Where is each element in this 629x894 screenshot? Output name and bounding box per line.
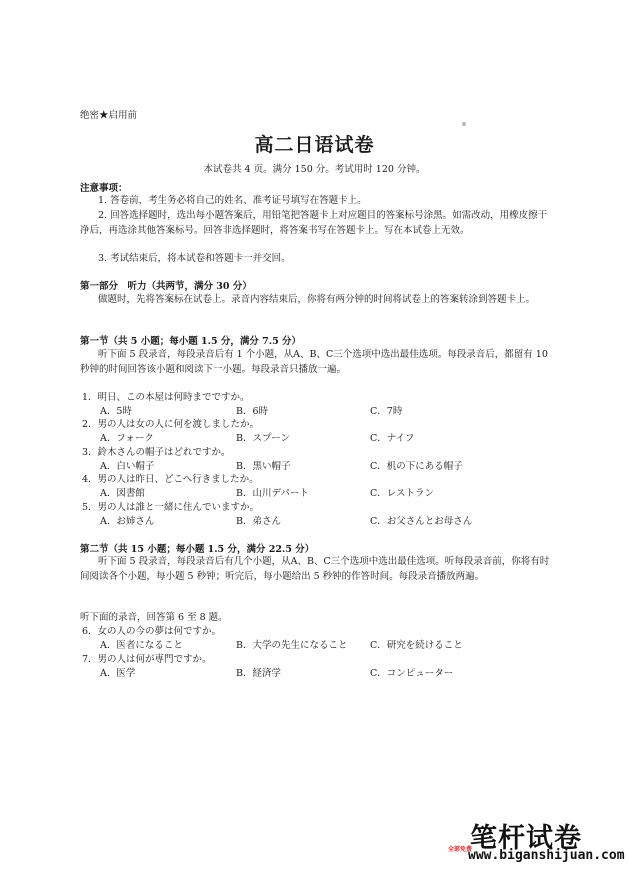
group-instruction: 听下面的录音，回答第 6 至 8 题。	[80, 612, 228, 623]
section2-heading: 第二节（共 15 小题；每小题 1.5 分，满分 22.5 分）	[80, 544, 315, 555]
question-stem: 2．男の人は女の人に何を渡しましたか。	[82, 419, 260, 430]
option-c: C．レストラン	[370, 488, 434, 499]
option-b: B．大学の先生になること	[236, 640, 348, 651]
note-item: 2. 回答选择题时，选出每小题答案后，用铅笔把答题卡上对应题目的答案标号涂黑。如需改动，用橡皮擦干净后，再选涂其他答案标号。回答非选择题时，将答案书写在答题卡上。写在本试卷上无效。	[80, 210, 548, 236]
note-item: 3. 考试结束后，将本试卷和答题卡一并交回。	[98, 253, 291, 264]
option-b: B．6時	[236, 406, 269, 417]
option-c: C．お父さんとお母さん	[370, 516, 473, 527]
watermark-title: 笔杆试卷	[470, 823, 582, 854]
watermark-free-label: 全部免费	[448, 846, 473, 853]
option-c: C．研究を続けること	[370, 640, 463, 651]
option-b: B．弟さん	[236, 516, 281, 527]
question-stem: 4．男の人は昨日、どこへ行きましたか。	[82, 474, 259, 485]
confidential-label: 绝密★启用前	[80, 110, 138, 121]
option-a: A．フォーク	[100, 433, 154, 444]
question-stem: 1．明日、この本屋は何時までですか。	[82, 392, 250, 403]
section1-instructions: 听下面 5 段录音，每段录音后有 1 个小题，从A、B、C三个选项中选出最佳选项。每段录音后，都留有 10 秒钟的时间回答该小题和阅读下一小题。每段录音只播放一遍。	[80, 349, 548, 375]
option-a: A．白い帽子	[100, 461, 155, 472]
section1-heading: 第一节（共 5 小题；每小题 1.5 分，满分 7.5 分）	[80, 336, 302, 347]
option-a: A．5時	[100, 406, 132, 417]
question-stem: 3．鈴木さんの帽子はどれですか。	[82, 447, 231, 458]
question-stem: 7．男の人は何が専門ですか。	[82, 654, 212, 665]
option-b: B．山川デパート	[236, 488, 309, 499]
option-a: A．図書館	[100, 488, 145, 499]
section2-instructions: 听下面 5 段录音，每段录音后有几个小题，从A、B、C三个选项中选出最佳选项。听每段录音前，你将有时间阅读各个小题，每小题 5 秒钟；听完后，每小题给出 5 秒钟的作答时间。每段录音播放两遍。	[80, 556, 550, 582]
question-stem: 5．男の人は誰と一緒に住んでいますか。	[82, 502, 260, 513]
part1-heading: 第一部分 听力（共两节，满分 30 分）	[80, 281, 252, 292]
option-a: A．医者になること	[100, 640, 183, 651]
option-a: A．お姉さん	[100, 516, 155, 527]
watermark-url[interactable]: www.biganshijuan.com	[468, 848, 625, 863]
question-stem: 6．女の人の今の夢は何ですか。	[82, 626, 222, 637]
scan-speck	[462, 122, 466, 126]
option-c: C．7時	[370, 406, 403, 417]
option-c: C．コンピューター	[370, 668, 454, 679]
option-c: C．ナイフ	[370, 433, 415, 444]
option-b: B．黒い帽子	[236, 461, 291, 472]
option-a: A．医学	[100, 668, 136, 679]
part1-instructions: 做题时，先将答案标在试卷上。录音内容结束后，你将有两分钟的时间将试卷上的答案转涂到答题卡上。	[98, 294, 536, 305]
note-item: 1. 答卷前，考生务必将自己的姓名、准考证号填写在答题卡上。	[98, 195, 367, 206]
option-b: B．経済学	[236, 668, 281, 679]
notes-heading: 注意事项：	[80, 183, 128, 194]
option-c: C．机の下にある帽子	[370, 461, 463, 472]
option-b: B．スプーン	[236, 433, 291, 444]
page-title: 高二日语试卷	[254, 134, 375, 156]
exam-info: 本试卷共 4 页。满分 150 分。考试用时 120 分钟。	[203, 164, 426, 175]
